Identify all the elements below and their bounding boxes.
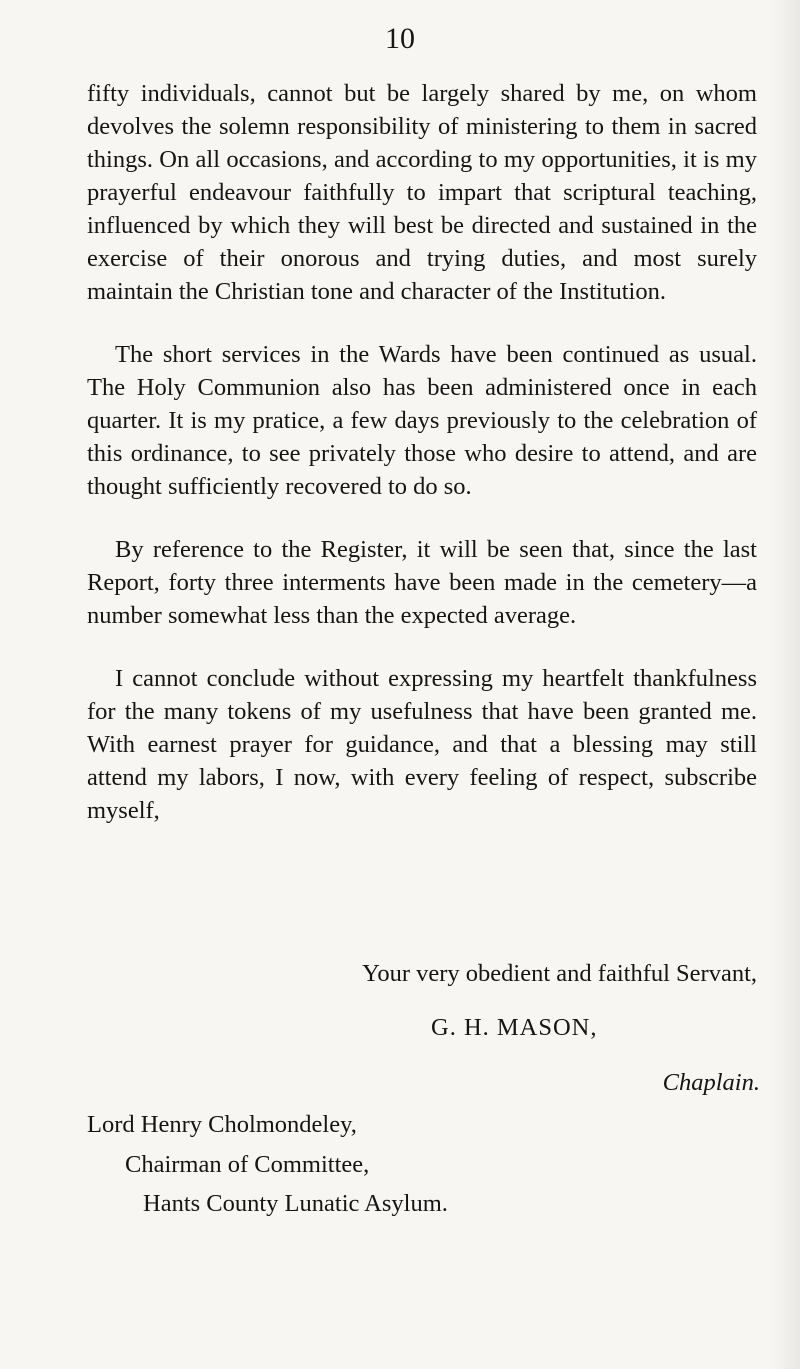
addressee-institution: Hants County Lunatic Asylum. <box>143 1190 448 1217</box>
letter-body <box>87 77 757 857</box>
paragraph-interments: By reference to the Register, it will be seen that, since the last Report, forty three interments have been made in the cemetery—a number somewhat less than the expected average. <box>87 536 757 629</box>
paragraph-conclusion: I cannot conclude without expressing my heartfelt thankfulness for the many tokens of my usefulness that have been granted me. With earnest prayer for guidance, and that a blessing may still attend my labors, I now, with every feeling of respect, subscribe myself, <box>87 665 757 824</box>
signatory-title: Chaplain. <box>662 1069 760 1096</box>
sign-off: Your very obedient and faithful Servant, <box>362 960 757 987</box>
paragraph-services: The short services in the Wards have been continued as usual. The Holy Communion also has been administered once in each quarter. It is my pratice, a few days previously to the celebration of this ordinance, to see privately those who desire to attend, and are thought sufficiently recovered to do so. <box>87 341 757 500</box>
signatory-name: G. H. MASON, <box>431 1014 598 1041</box>
page-number: 10 <box>385 22 415 55</box>
addressee-role: Chairman of Committee, <box>125 1151 370 1178</box>
paragraph-ministry: fifty individuals, cannot but be largely shared by me, on whom devolves the solemn responsibility of ministering to them in sacred things. On all occasions, and according to my opportunities, it is my prayerful endeavour faithfully to impart that scriptural teaching, influenced by which they will best be directed and sustained in the exercise of their onorous and trying duties, and most surely maintain the Christian tone and character of the Institution. <box>87 80 757 305</box>
addressee-name: Lord Henry Cholmondeley, <box>87 1111 357 1138</box>
